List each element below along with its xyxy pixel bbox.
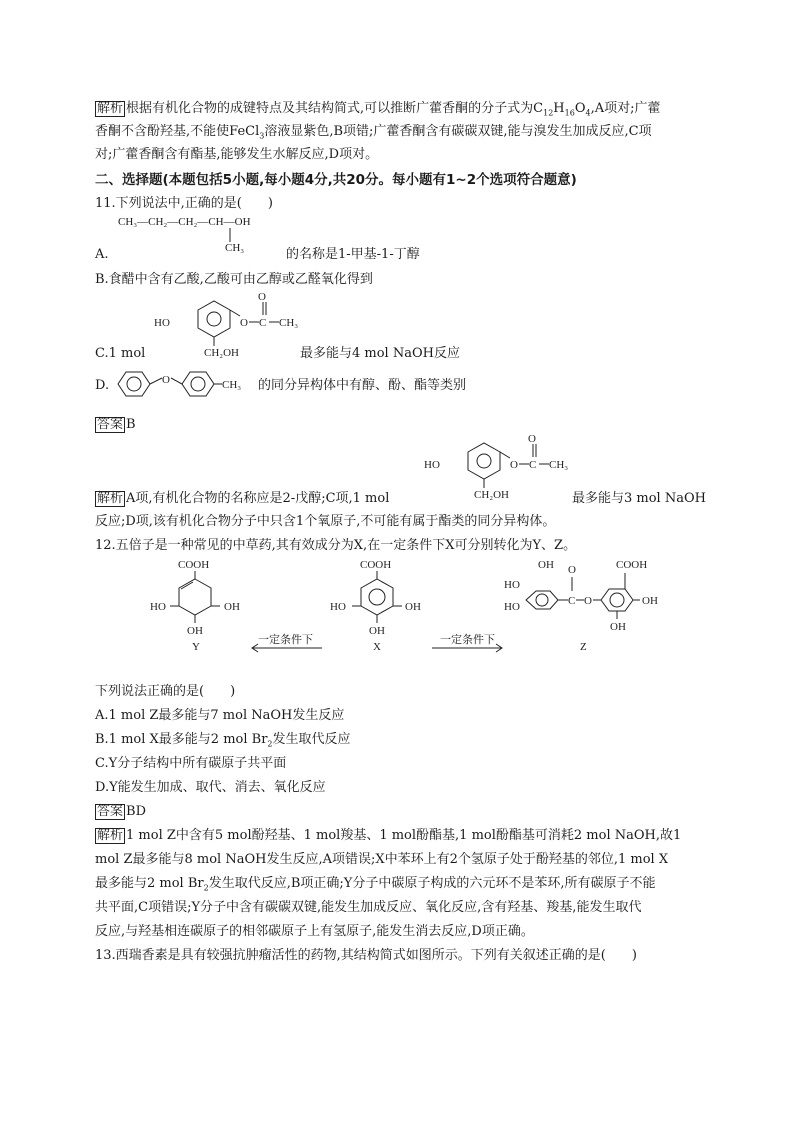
svg-text:Z: Z	[580, 641, 587, 653]
q11-option-d-prefix: D.	[95, 378, 110, 393]
svg-text:CH₂OH: CH₂OH	[474, 489, 510, 501]
q12-question: 下列说法正确的是( )	[95, 684, 236, 699]
svg-text:HO: HO	[504, 579, 520, 591]
q11-option-a-text: 的名称是1-甲基-1-丁醇	[286, 247, 420, 262]
svg-text:OH: OH	[538, 559, 554, 571]
svg-text:O: O	[510, 459, 518, 471]
svg-text:HO: HO	[150, 601, 166, 613]
answer-tag: 答案	[97, 804, 124, 819]
q10-analysis-line1: 解析 根据有机化合物的成键特点及其结构简式,可以推断广藿香酮的分子式为$C_{12}H_{16}O_4,A$项对;广藿	[97, 101, 661, 118]
svg-text:O: O	[568, 564, 576, 576]
svg-text:C: C	[529, 459, 537, 471]
svg-text:O: O	[584, 595, 592, 607]
svg-text:X: X	[373, 641, 381, 653]
svg-text:COOH: COOH	[360, 559, 392, 571]
svg-text:OH: OH	[405, 601, 421, 613]
section-title: 二、选择题(本题包括5小题,每小题4分,共20分。每小题有1~2个选项符合题意)	[95, 172, 577, 188]
q12-analysis-line4: 共平面,C项错误;Y分子中含有碳碳双键,能发生加成反应、氧化反应,含有羟基、羧基,能发生取代	[95, 900, 642, 915]
q12-analysis-line1: 解析 1 mol Z中含有5 mol酚羟基、1 mol羧基、1 mol酚酯基,1 mol酚酯基可消耗2 mol NaOH,故1	[97, 828, 682, 843]
analysis-tag: 解析	[97, 491, 124, 506]
q11-analysis-line1: 解析 A项,有机化合物的名称应是2-戊醇;C项,1 mol	[97, 491, 390, 506]
label-ho: HO	[154, 317, 170, 329]
q12-option-a: A.1 mol Z最多能与7 mol NaOH发生反应	[95, 708, 345, 723]
q12-option-c: C.Y分子结构中所有碳原子共平面	[95, 756, 287, 771]
q11-option-b: B.食醋中含有乙酸,乙酸可由乙醇或乙醛氧化得到	[95, 272, 373, 287]
svg-text:OH: OH	[642, 595, 658, 607]
svg-text:C: C	[259, 317, 267, 329]
svg-text:C: C	[568, 595, 576, 607]
svg-text:一定条件下: 一定条件下	[258, 634, 313, 646]
q11-option-c-prefix: C.1 mol	[95, 346, 146, 361]
q10-analysis-line2: 香酮不含酚羟基,不能使FeCl$_3$溶液显紫色,B项错;广藿香酮含有碳碳双键,能与溴发生加成反应,C项	[95, 124, 652, 141]
svg-text:OH: OH	[187, 625, 203, 637]
q11-analysis-line1-end: 最多能与3 mol NaOH	[572, 491, 706, 506]
q13-stem: 13.西瑞香素是具有较强抗肿瘤活性的药物,其结构简式如图所示。下列有关叙述正确的是( )	[95, 948, 637, 963]
q12-analysis-line3: 最多能与2 mol $Br_2$发生取代反应,B项正确;Y分子中碳原子构成的六元环不是苯环,所有碳原子不能	[95, 876, 656, 893]
svg-text:OH: OH	[610, 621, 626, 633]
q12-option-d: D.Y能发生加成、取代、消去、氧化反应	[95, 780, 326, 795]
svg-text:Y: Y	[192, 641, 200, 653]
svg-text:CH₃: CH₃	[549, 459, 569, 471]
q11-option-c-text: 最多能与4 mol NaOH反应	[300, 346, 460, 361]
svg-text:CH₃: CH₃	[279, 317, 299, 329]
analysis-tag: 解析	[97, 101, 124, 116]
q12-analysis-line2: mol Z最多能与8 mol NaOH发生反应,A项错误;X中苯环上有2个氢原子处于酚羟基的邻位,1 mol X	[95, 852, 669, 867]
analysis-tag: 解析	[97, 828, 124, 843]
svg-text:HO: HO	[504, 601, 520, 613]
q11-answer-line	[95, 417, 136, 433]
svg-text:CH₂OH: CH₂OH	[204, 347, 240, 359]
svg-text:HO: HO	[424, 459, 440, 471]
svg-text:CH₃: CH₃	[222, 379, 242, 391]
svg-text:O: O	[258, 291, 266, 303]
q11-analysis-line2: 反应;D项,该有机化合物分子中只含1个氧原子,不可能有属于酯类的同分异构体。	[95, 514, 556, 529]
q11-chain: CH₃—CH₂—CH₂—CH—OH	[118, 216, 251, 228]
q12-option-b: B.1 mol X最多能与2 mol $Br_2$发生取代反应	[95, 732, 351, 749]
svg-text:O: O	[528, 433, 536, 445]
svg-text:一定条件下: 一定条件下	[440, 634, 495, 646]
svg-text:HO: HO	[330, 601, 346, 613]
q11-answer: B	[126, 417, 136, 432]
q11-option-d-structure	[112, 364, 257, 404]
q12-reaction-scheme	[140, 555, 680, 660]
q12-analysis-line5: 反应,与羟基相连碳原子的相邻碳原子上有氢原子,能发生消去反应,D项正确。	[95, 924, 534, 939]
svg-text:O: O	[240, 317, 248, 329]
q10-analysis-line3: 对;广藿香酮含有酯基,能够发生水解反应,D项对。	[95, 147, 379, 162]
q11-stem: 11.下列说法中,正确的是( )	[95, 196, 273, 211]
q12-stem: 12.五倍子是一种常见的中草药,其有效成分为X,在一定条件下X可分别转化为Y、Z。	[95, 538, 577, 553]
svg-text:COOH: COOH	[616, 559, 648, 571]
svg-text:OH: OH	[369, 625, 385, 637]
q11-option-d-text: 的同分异构体中有醇、酚、酯等类别	[258, 378, 467, 393]
q11-chain-branch: CH₃	[225, 242, 245, 254]
q12-answer: BD	[126, 804, 146, 819]
q11-analysis-structure	[418, 432, 578, 504]
svg-text:O: O	[162, 374, 170, 386]
q11-option-a-prefix: A.	[95, 247, 109, 262]
svg-text:OH: OH	[224, 601, 240, 613]
svg-text:COOH: COOH	[178, 559, 210, 571]
q11-option-c-structure	[148, 290, 308, 362]
answer-tag: 答案	[97, 417, 124, 432]
q12-answer-line	[95, 804, 146, 820]
